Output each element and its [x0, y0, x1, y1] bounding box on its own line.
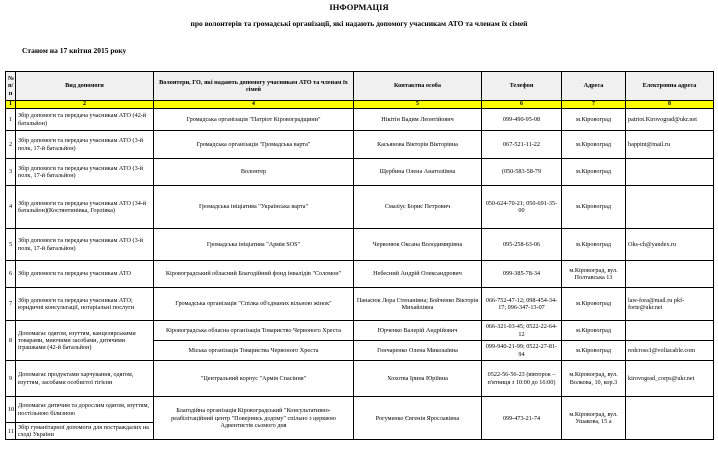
cell-contact: Червонюк Оксана Володимирівна — [354, 229, 482, 261]
cell-organization: Громадська ініціатива "Армія SOS" — [154, 229, 354, 261]
table-row — [6, 229, 714, 261]
cell-address: м.Кіровоград — [562, 109, 626, 131]
header-row — [6, 72, 714, 101]
cell-phone: 099-940-21-99; 0522-27-81-94 — [482, 341, 562, 361]
table-row — [6, 288, 714, 321]
cell-email — [626, 186, 714, 229]
cell-number: 11 — [6, 423, 16, 440]
cell-number: 8 — [6, 321, 16, 361]
cell-email — [626, 159, 714, 186]
column-number: 2 — [16, 101, 154, 109]
cell-organization: Громадська організація "Патріот Кіровоградщини" — [154, 109, 354, 131]
table-row — [6, 361, 714, 397]
cell-address: м.Кіровоград, вул. Волкова, 10, кор.3 — [562, 361, 626, 397]
cell-address: м.Кіровоград — [562, 288, 626, 321]
cell-email: Oks-ch@yandex.ru — [626, 229, 714, 261]
document-subtitle: про волонтерів та громадські організації, які надають допомогу учасникам АТО та членам їх сімей — [190, 19, 528, 28]
cell-help-type: Збір допомоги та передача учасникам АТО (42-й батальйон) — [16, 109, 154, 131]
cell-help-type: Допомагає продуктами харчування, одягом, взуттям, засобами особистої гігієни — [16, 361, 154, 397]
cell-organization: Кіровоградська обласна організація Товариство Червоного Хреста — [154, 321, 354, 341]
cell-organization: "Центральний корпус "Армія Спасіння" — [154, 361, 354, 397]
cell-contact: Хохотва Ірина Юріївна — [354, 361, 482, 397]
column-header-help-type: Вид допомоги — [16, 72, 154, 101]
cell-number: 6 — [6, 261, 16, 288]
document-date: Станом на 17 квітня 2015 року — [22, 46, 127, 55]
cell-help-type: Збір допомоги та передача учасникам АТО (3-й полк, 17-й батальйон) — [16, 159, 154, 186]
cell-address: м.Кіровоград — [562, 186, 626, 229]
column-number-row — [6, 101, 714, 109]
cell-number: 2 — [6, 131, 16, 159]
table-row — [6, 397, 714, 423]
column-number: 5 — [354, 101, 482, 109]
column-header-contact: Контактна особа — [354, 72, 482, 101]
volunteers-table — [5, 71, 714, 440]
cell-email: law-fora@mail.ru pkf-forte@ukr.net — [626, 288, 714, 321]
cell-organization: Благодійна організація Кіровоградський "Консультативно-реабілітаційний центр "Повернись додому" спільно з церквою Адвентистів сьомого дня — [154, 397, 354, 440]
cell-phone: 066-752-47-12; 098-454-34-17; 096-347-13-07 — [482, 288, 562, 321]
column-header-address: Адреса — [562, 72, 626, 101]
column-number: 1 — [6, 101, 16, 109]
cell-contact: Рогуменко Євгенія Ярославівна — [354, 397, 482, 440]
cell-phone: 099-473-21-74 — [482, 397, 562, 440]
column-header-number: № п/п — [6, 72, 16, 101]
column-number: 7 — [562, 101, 626, 109]
cell-help-type: Збір допомоги та передача учасникам АТО (3-й полк, 17-й батальйон) — [16, 131, 154, 159]
cell-number: 9 — [6, 361, 16, 397]
cell-help-type: Збір гуманітарної допомоги для постраждалих на сході України — [16, 423, 154, 440]
cell-help-type: Збір допомоги та передача учасникам АТО (3-й полк, 17-й батальйон) — [16, 229, 154, 261]
document-title: ІНФОРМАЦІЯ — [329, 2, 389, 12]
cell-number: 5 — [6, 229, 16, 261]
table-row — [6, 131, 714, 159]
column-header-organization: Волонтери, ГО, які надають допомогу учасникам АТО та членам їх сімей — [154, 72, 354, 101]
column-number: 4 — [154, 101, 354, 109]
cell-phone: 095-258-63-06 — [482, 229, 562, 261]
cell-address: м.Кіровоград, вул. Ушакова, 15 а — [562, 397, 626, 440]
cell-number: 7 — [6, 288, 16, 321]
cell-number: 10 — [6, 397, 16, 423]
column-header-phone: Телефон — [482, 72, 562, 101]
cell-email: kirovograd_corps@ukr.net — [626, 361, 714, 397]
cell-help-type: Збір допомоги та передача учасникам АТО; юридичні консультації, нотаріальні послуги — [16, 288, 154, 321]
cell-help-type: Збір допомоги та передача учасникам АТО — [16, 261, 154, 288]
cell-phone: 0522-56-56-23 (вівторок – п'ятниця з 10:00 до 16:00) — [482, 361, 562, 397]
column-number: 8 — [626, 101, 714, 109]
cell-help-type: Збір допомоги та передача учасникам АТО (34-й батальйон)(Костянтинівка, Горлівка) — [16, 186, 154, 229]
cell-contact: Касьянова Вікторія Вікторівна — [354, 131, 482, 159]
cell-phone: 066-321-03-45; 0522-22-64-12 — [482, 321, 562, 341]
cell-phone: 099-490-95-08 — [482, 109, 562, 131]
cell-organization: Міська організація Товариства Червоного Хреста — [154, 341, 354, 361]
cell-contact: Юрченко Валерій Андрійович — [354, 321, 482, 341]
cell-number: 4 — [6, 186, 16, 229]
cell-address: м.Кіровоград, вул. Полтавська 13 — [562, 261, 626, 288]
column-header-email: Електронна адреса — [626, 72, 714, 101]
cell-phone: 050-624-70-21; 050-691-35-00 — [482, 186, 562, 229]
cell-address: м.Кіровоград — [562, 131, 626, 159]
column-number: 6 — [482, 101, 562, 109]
cell-email: patriot.Kirovograd@ukr.net — [626, 109, 714, 131]
cell-organization: Громадська ініціатива "Українська варта" — [154, 186, 354, 229]
cell-organization: Кіровоградський обласний Благодійний фонд інвалідів "Соломон" — [154, 261, 354, 288]
cell-email — [626, 321, 714, 341]
cell-contact: Небесний Андрій Олександрович — [354, 261, 482, 288]
cell-contact: Панасюк Лора Степанівна; Бойченко Вікторія Михайлівна — [354, 288, 482, 321]
cell-email — [626, 397, 714, 440]
cell-address: м.Кіровоград — [562, 341, 626, 361]
table-row — [6, 109, 714, 131]
table-row — [6, 159, 714, 186]
cell-address: м.Кіровоград — [562, 229, 626, 261]
cell-help-type: Допомагає одягом, взуттям, канцелярськими товарами, миючими засобами, дитячими іграшками (42-й батальйон) — [16, 321, 154, 361]
cell-organization: Громадська організація "Громадська варта" — [154, 131, 354, 159]
cell-help-type: Допомагає дитячим та дорослим одягом, взуттям, постільною білизною — [16, 397, 154, 423]
cell-email: happint@mail.ru — [626, 131, 714, 159]
cell-address: м.Кіровоград — [562, 321, 626, 341]
cell-contact: Щербина Олена Анатоліївна — [354, 159, 482, 186]
cell-contact: Нікітін Вадим Леонтійович — [354, 109, 482, 131]
cell-organization: Громадська організація "Спілка об'єднаних вільною жінок" — [154, 288, 354, 321]
cell-phone: 099-385-78-34 — [482, 261, 562, 288]
cell-phone: 067-521-11-22 — [482, 131, 562, 159]
cell-number: 3 — [6, 159, 16, 186]
cell-contact: Смазіус Борис Петрович — [354, 186, 482, 229]
cell-email: redcross1@voliacable.com — [626, 341, 714, 361]
cell-contact: Гончаренко Олена Миколаївна — [354, 341, 482, 361]
cell-email — [626, 261, 714, 288]
cell-phone: (050-583-58-79 — [482, 159, 562, 186]
table-row — [6, 261, 714, 288]
cell-organization: Волонтер — [154, 159, 354, 186]
table-row — [6, 321, 714, 341]
table-row — [6, 186, 714, 229]
cell-address: м.Кіровоград — [562, 159, 626, 186]
cell-number: 1 — [6, 109, 16, 131]
